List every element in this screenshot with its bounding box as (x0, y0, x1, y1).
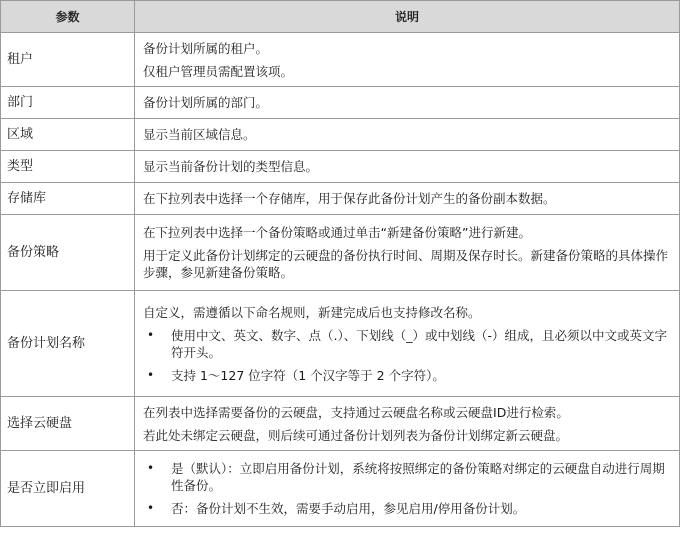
desc-cell (135, 451, 680, 527)
bullet-text: 是（默认）：立即启用备份计划，系统将按照绑定的备份策略对绑定的云硬盘自动进行周期性备份。 (171, 461, 665, 493)
bullet-icon: • (147, 367, 155, 382)
desc-text: 显示当前备份计划的类型信息。 (143, 159, 319, 174)
bullet-list (143, 460, 671, 517)
desc-text: 自定义，需遵循以下命名规则，新建完成后也支持修改名称。 (143, 304, 481, 320)
bullet-item (143, 500, 671, 517)
param-region: 区域 (1, 119, 135, 151)
desc-text: 显示当前区域信息。 (143, 127, 256, 142)
param-plan-name: 备份计划名称 (1, 291, 135, 397)
bullet-text: 支持 1～127 位字符（1 个汉字等于 2 个字符）。 (171, 367, 445, 383)
desc-text: 在列表中选择需要备份的云硬盘，支持通过云硬盘名称或云硬盘ID进行检索。 (143, 404, 569, 420)
bullet-item (143, 367, 671, 384)
bullet-icon: • (147, 501, 155, 515)
table-row (1, 87, 680, 119)
desc-cell (135, 291, 680, 397)
param-backup-policy: 备份策略 (1, 215, 135, 291)
bullet-text: 使用中文、英文、数字、点（.）、下划线（_）或中划线（-）组成，且必须以中文或英文字符开头。 (171, 327, 667, 360)
param-select-disk: 选择云硬盘 (1, 397, 135, 451)
bullet-list (143, 327, 671, 384)
table-row (1, 451, 680, 527)
param-enable-now: 是否立即启用 (1, 451, 135, 527)
table-row (1, 397, 680, 451)
table-row (1, 151, 680, 183)
table-header-row (1, 1, 680, 33)
desc-cell (135, 215, 680, 291)
table-row (1, 215, 680, 291)
desc-text: 备份计划所属的部门。 (143, 95, 269, 110)
param-tenant: 租户 (1, 33, 135, 87)
desc-text: 仅租户管理员需配置该项。 (143, 63, 294, 79)
desc-text: 备份计划所属的租户。 (143, 40, 269, 56)
bullet-item (143, 460, 671, 494)
bullet-icon: • (147, 327, 155, 342)
desc-cell (135, 183, 680, 215)
table-row (1, 119, 680, 151)
bullet-icon: • (147, 461, 155, 475)
bullet-text: 否：备份计划不生效，需要手动启用，参见启用/停用备份计划。 (171, 501, 526, 516)
desc-cell (135, 151, 680, 183)
table-row (1, 291, 680, 397)
param-department: 部门 (1, 87, 135, 119)
bullet-item (143, 327, 671, 361)
table-row (1, 183, 680, 215)
desc-text: 在下拉列表中选择一个存储库，用于保存此备份计划产生的备份副本数据。 (143, 191, 556, 206)
header-param: 参数 (1, 1, 135, 33)
param-repository: 存储库 (1, 183, 135, 215)
param-type: 类型 (1, 151, 135, 183)
desc-cell (135, 119, 680, 151)
header-desc: 说明 (135, 1, 680, 33)
table-row (1, 33, 680, 87)
desc-text: 在下拉列表中选择一个备份策略或通过单击“新建备份策略”进行新建。 (143, 225, 531, 240)
desc-text: 用于定义此备份计划绑定的云硬盘的备份执行时间、周期及保存时长。新建备份策略的具体操作步骤，参见新建备份策略。 (143, 248, 669, 280)
desc-cell (135, 33, 680, 87)
desc-cell (135, 87, 680, 119)
desc-text: 若此处未绑定云硬盘，则后续可通过备份计划列表为备份计划绑定新云硬盘。 (143, 427, 569, 443)
desc-cell (135, 397, 680, 451)
